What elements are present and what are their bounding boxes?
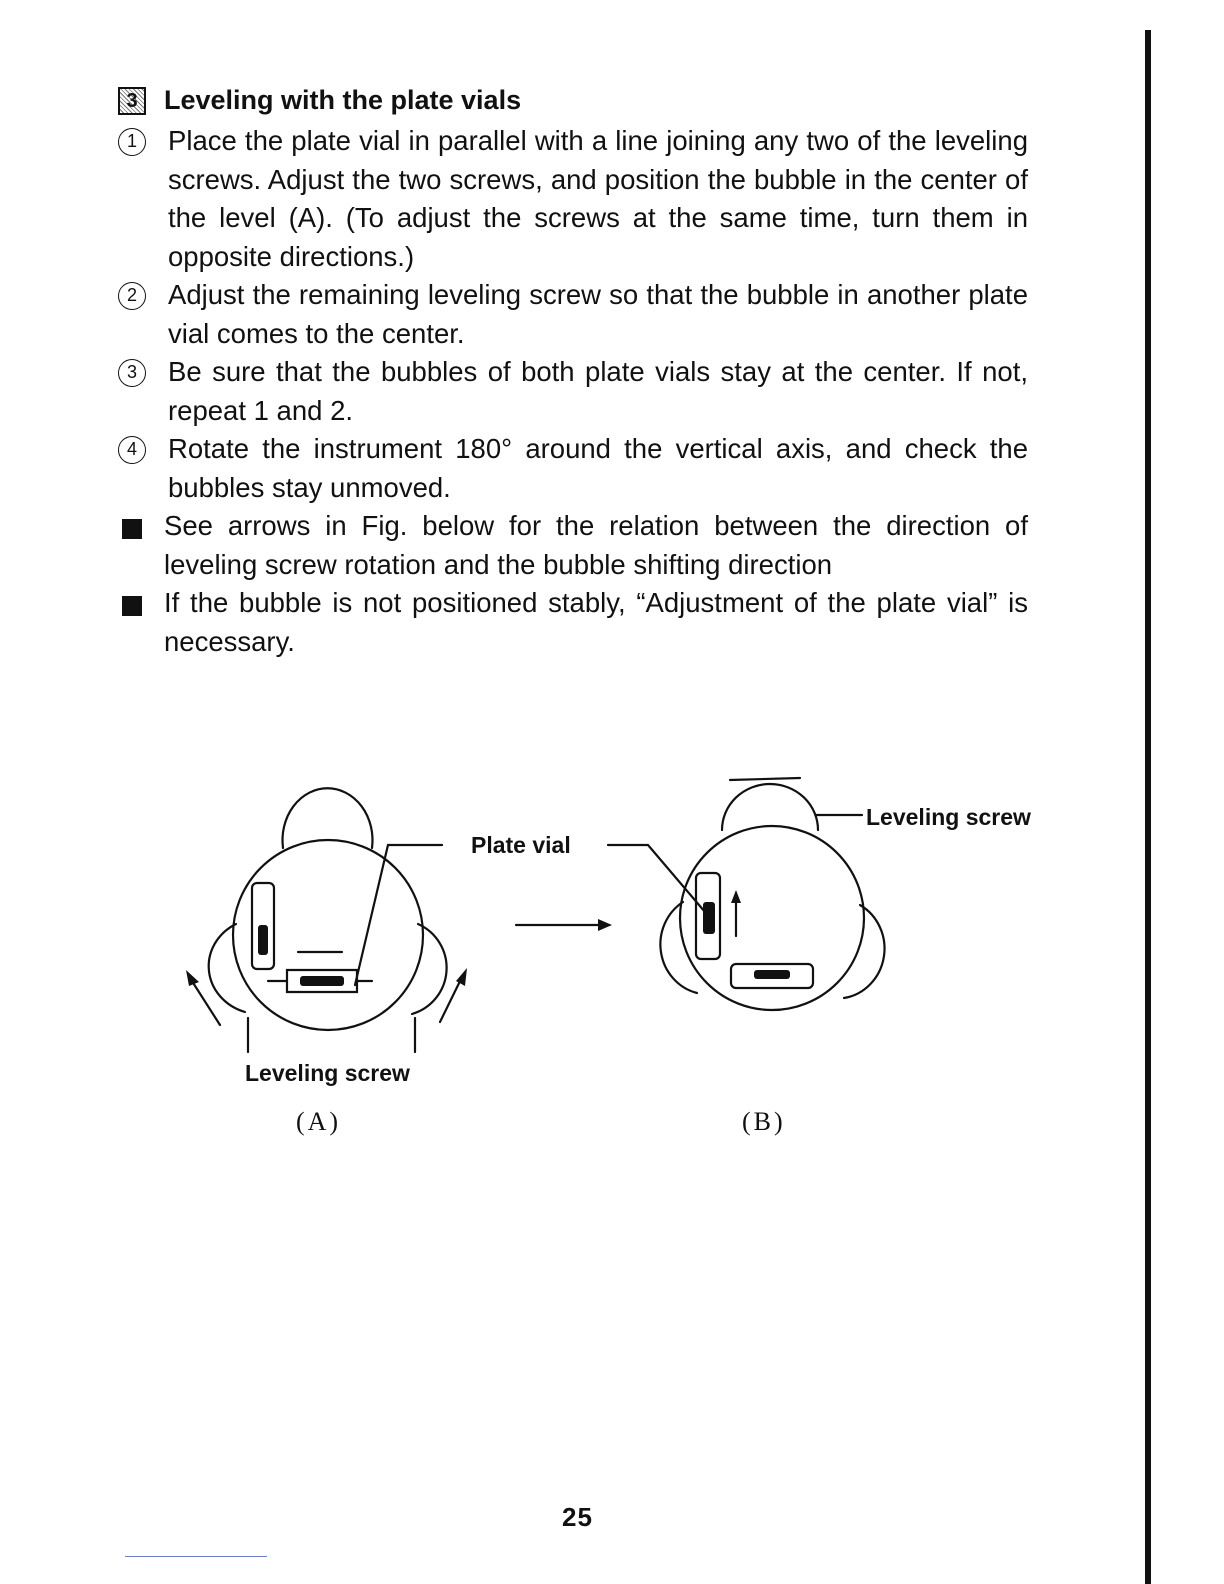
note-text: If the bubble is not positioned stably, “Adjustment of the plate vial” is necessary. xyxy=(164,587,1028,657)
step-text: Be sure that the bubbles of both plate vials stay at the center. If not, repeat 1 and 2. xyxy=(168,356,1028,426)
rotation-mark-b xyxy=(730,778,800,780)
step-text: Rotate the instrument 180° around the vertical axis, and check the bubbles stay unmoved. xyxy=(168,433,1028,503)
left-leveling-screw-b xyxy=(660,902,697,993)
step-number-badge: 4 xyxy=(118,436,146,464)
section-title: Leveling with the plate vials xyxy=(164,85,522,115)
leveling-screw-label-a: Leveling screw xyxy=(245,1060,410,1086)
footer-rule xyxy=(125,1556,267,1557)
step-text: Place the plate vial in parallel with a line joining any two of the leveling screws. Adjust the two screws, and position the bubble in the center of the level (A). (To adjust the screws at the same time, turn them in opposite directions.) xyxy=(168,125,1028,272)
note-text: See arrows in Fig. below for the relation between the direction of leveling screw rotation and the bubble shifting direction xyxy=(164,510,1028,580)
figure-caption-a: (A) xyxy=(296,1107,342,1136)
section-number-icon: 3 xyxy=(118,87,146,115)
plate-vial-leader-line-b xyxy=(608,845,705,912)
leveling-screw-label-b: Leveling screw xyxy=(866,804,1031,830)
step-text: Adjust the remaining leveling screw so that the bubble in another plate vial comes to the center. xyxy=(168,279,1028,349)
figure-a-drawing xyxy=(190,788,463,1052)
step-number-badge: 2 xyxy=(118,282,146,310)
plate-vial-label: Plate vial xyxy=(471,832,571,858)
step-number-badge: 1 xyxy=(118,128,146,156)
plate-vial-leader-line xyxy=(355,845,442,985)
rotation-arrow-left xyxy=(190,978,220,1025)
top-leveling-screw-b xyxy=(722,784,818,830)
page-number: 25 xyxy=(562,1502,593,1532)
step-number-badge: 3 xyxy=(118,359,146,387)
figure-caption-b: (B) xyxy=(742,1107,786,1136)
